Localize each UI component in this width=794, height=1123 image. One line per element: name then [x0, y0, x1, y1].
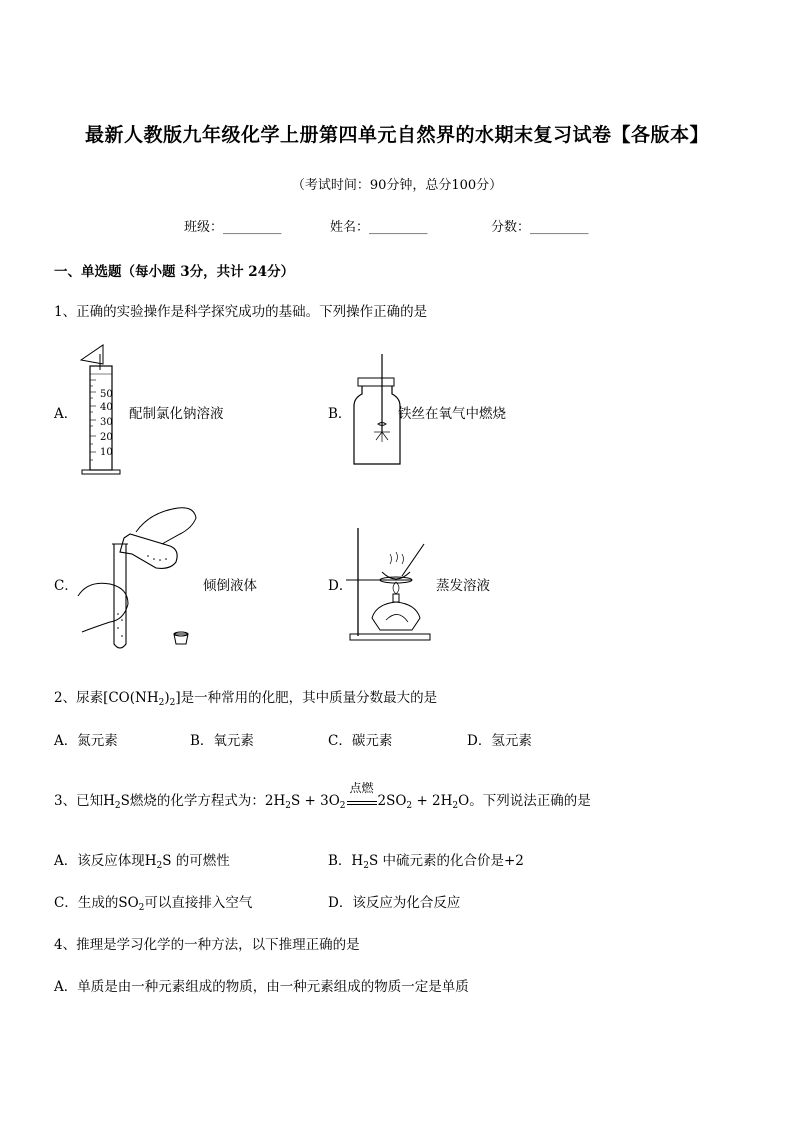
q2-stem-part1: 2、尿素[CO(NH — [54, 690, 159, 706]
q1-option-a-text: 配制氯化钠溶液 — [129, 406, 224, 422]
tick-20: 20 — [100, 432, 113, 443]
q3-option-c — [54, 891, 252, 911]
q3-option-c-sub: 2 — [138, 903, 145, 913]
q3-option-b-part2: S 中硫元素的化合价是+2 — [368, 853, 524, 869]
question-1-stem: 1、正确的实验操作是科学探究成功的基础。下列操作正确的是 — [54, 304, 428, 320]
tick-10: 10 — [100, 447, 113, 458]
score-field — [491, 216, 589, 235]
q1-option-d-text: 蒸发溶液 — [436, 578, 490, 594]
reaction-condition — [347, 781, 377, 805]
q3-option-b — [328, 849, 524, 869]
q2-option-c: C．碳元素 — [328, 733, 393, 749]
reaction-condition-label: 点燃 — [349, 781, 374, 795]
tick-50: 50 — [100, 389, 113, 400]
exam-title: 最新人教版九年级化学上册第四单元自然界的水期末复习试卷【各版本】 — [84, 124, 709, 146]
q3-part2: S燃烧的化学方程式为：2H — [120, 793, 286, 809]
q4-option-a: A．单质是由一种元素组成的物质，由一种元素组成的物质一定是单质 — [54, 979, 469, 995]
q3-part4: 2SO — [377, 793, 407, 809]
reaction-equals-sign — [347, 801, 377, 805]
tick-30: 30 — [100, 417, 113, 428]
q2-subscript-2: 2 — [169, 698, 176, 708]
q3-sub2: 2 — [285, 801, 291, 811]
class-blank: _________ — [223, 220, 282, 235]
gas-bottle-figure — [350, 354, 402, 468]
q2-option-d: D．氢元素 — [467, 733, 532, 749]
question-3-stem — [54, 781, 591, 811]
name-blank: _________ — [369, 220, 428, 235]
score-blank: _________ — [530, 220, 589, 235]
q3-part3: S + 3O — [290, 793, 340, 809]
question-4-stem: 4、推理是学习化学的一种方法，以下推理正确的是 — [54, 937, 360, 953]
q3-option-b-part1: B．H — [328, 853, 364, 869]
q2-stem-part3: ]是一种常用的化肥，其中质量分数最大的是 — [175, 690, 438, 706]
q3-sub4: 2 — [406, 801, 413, 811]
q3-sub1: 2 — [114, 801, 121, 811]
q3-part5: + 2H — [412, 793, 453, 809]
class-field — [184, 216, 282, 235]
q3-option-a — [54, 849, 230, 869]
q2-subscript-1: 2 — [158, 698, 165, 708]
evaporation-figure — [346, 526, 436, 642]
graduated-cylinder-figure — [78, 340, 128, 480]
pouring-liquid-figure — [70, 504, 200, 654]
class-label: 班级： — [184, 220, 224, 235]
q3-sub3: 2 — [339, 801, 346, 811]
q3-option-c-part1: C．生成的SO — [54, 895, 139, 911]
q3-part1: 3、已知H — [54, 793, 115, 809]
q3-sub5: 2 — [452, 801, 459, 811]
exam-subtitle: （考试时间：90分钟，总分100分） — [291, 178, 503, 193]
section-heading: 一、单选题（每小题 3分，共计 24分） — [54, 264, 295, 280]
q3-option-b-sub: 2 — [363, 861, 369, 871]
q3-part6: O。下列说法正确的是 — [458, 793, 591, 809]
question-2-stem — [54, 686, 437, 706]
q3-option-a-part2: S 的可燃性 — [162, 853, 230, 869]
q1-option-b-letter: B． — [328, 406, 352, 422]
q1-option-c-letter: C． — [54, 578, 78, 594]
q1-option-d-letter: D． — [328, 578, 353, 594]
q1-option-b-text: 铁丝在氧气中燃烧 — [398, 406, 506, 422]
score-label: 分数： — [491, 220, 531, 235]
q1-option-a-letter: A． — [54, 406, 78, 422]
q2-option-b: B．氧元素 — [190, 733, 254, 749]
name-field — [330, 216, 428, 235]
q2-option-a: A．氮元素 — [54, 733, 118, 749]
name-label: 姓名： — [330, 220, 370, 235]
q3-option-c-part2: 可以直接排入空气 — [144, 895, 253, 911]
q3-option-a-sub: 2 — [156, 861, 163, 871]
q3-option-d: D．该反应为化合反应 — [328, 895, 461, 911]
q3-option-a-part1: A．该反应体现H — [54, 853, 157, 869]
tick-40: 40 — [100, 402, 113, 413]
q2-stem-part2: ) — [164, 690, 170, 706]
q1-option-c-text: 倾倒液体 — [203, 578, 257, 594]
